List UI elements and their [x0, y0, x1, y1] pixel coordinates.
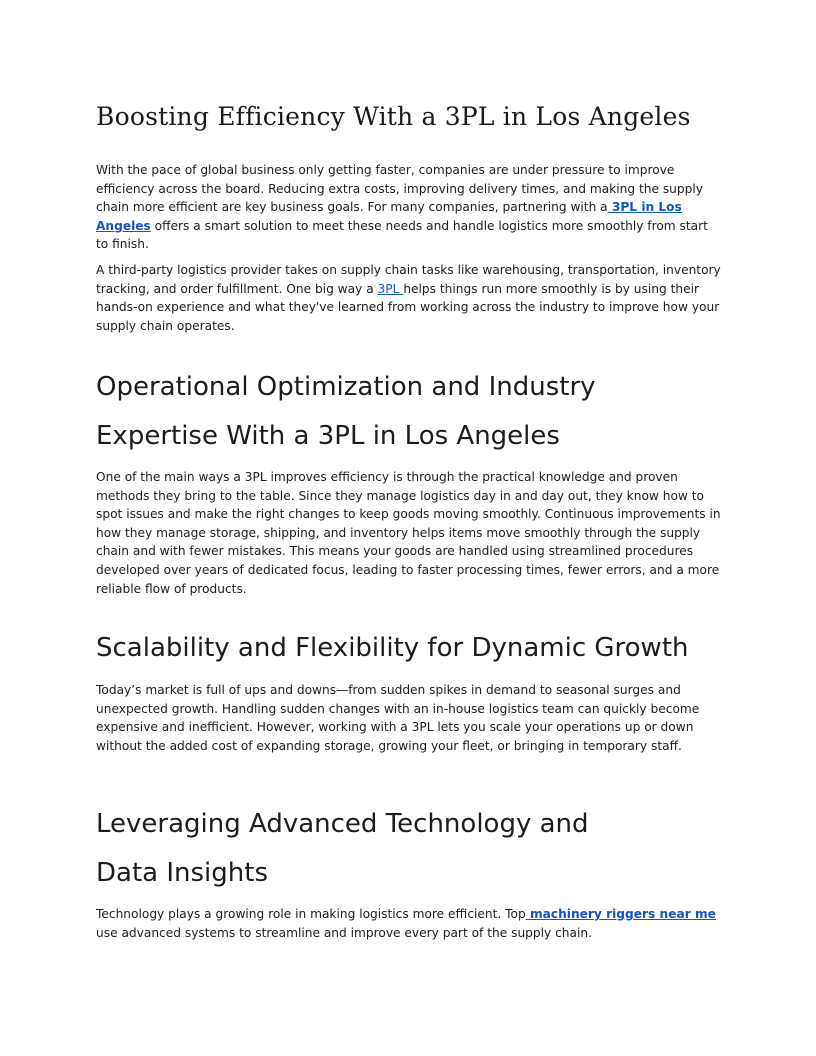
section-advanced-technology: [96, 800, 724, 898]
section2-body: Today’s market is full of ups and downs—from sudden spikes in demand to seasonal surges and unexpected growth. Handling sudden changes with an in-house logistics team can quickly become expensive and inefficient. However, working with a 3PL lets you scale your operations up or down without the added cost of expanding storage, growing your fleet, or bringing in temporary staff.: [96, 683, 700, 753]
section1-heading-line2: Expertise With a 3PL in Los Angeles: [96, 421, 560, 451]
section-operational-optimization: [96, 363, 724, 461]
machinery-riggers-link[interactable]: machinery riggers near me: [525, 907, 716, 921]
document-title: Boosting Efficiency With a 3PL in Los Angeles: [96, 102, 691, 131]
section3-body: [96, 905, 724, 942]
intro-paragraph-2: [96, 261, 724, 335]
section3-text-before: Technology plays a growing role in making logistics more efficient. Top: [96, 907, 526, 921]
intro-paragraph-1: [96, 161, 724, 254]
section3-body-block: [96, 905, 724, 942]
section1-body: One of the main ways a 3PL improves efficiency is through the practical knowledge and proven methods they bring to the table. Since they manage logistics day in and day out, they know how to spot issues and make the right changes to keep goods moving smoothly. Continuous improvements in how they manage storage, shipping, and inventory helps items move smoothly through the supply chain and with fewer mistakes. This means your goods are handled using streamlined procedures developed over years of dedicated focus, leading to faster processing times, fewer errors, and a more reliable flow of products.: [96, 470, 721, 596]
intro-section: [96, 161, 724, 335]
section1-body-block: [96, 468, 724, 598]
section1-heading-line1: Operational Optimization and Industry: [96, 372, 596, 402]
3pl-los-angeles-link[interactable]: 3PL in Los Angeles: [96, 200, 682, 233]
section2-heading: Scalability and Flexibility for Dynamic Growth: [96, 633, 689, 663]
section2-body-block: [96, 681, 724, 755]
intro-p1-text-after: offers a smart solution to meet these needs and handle logistics more smoothly from start to finish.: [96, 218, 708, 252]
3pl-link[interactable]: 3PL: [377, 281, 404, 296]
intro-p2-text-after: helps things run more smoothly is by using their hands-on experience and what they've learned from working across the industry to improve how your supply chain operates.: [96, 281, 720, 333]
section3-text-after: use advanced systems to streamline and improve every part of the supply chain.: [96, 925, 592, 940]
intro-p1-text-before: With the pace of global business only getting faster, companies are under pressure to improve efficiency across the board. Reducing extra costs, improving delivery times, and making the supply chain more efficient are key business goals. For many companies, partnering with a: [96, 163, 703, 215]
section-scalability: [96, 624, 724, 673]
section3-heading-line1: Leveraging Advanced Technology and: [96, 809, 589, 839]
section3-heading-line2: Data Insights: [96, 858, 268, 888]
intro-p2-text-before: A third-party logistics provider takes on supply chain tasks like warehousing, transportation, inventory tracking, and order fulfillment. One big way a: [96, 262, 721, 296]
